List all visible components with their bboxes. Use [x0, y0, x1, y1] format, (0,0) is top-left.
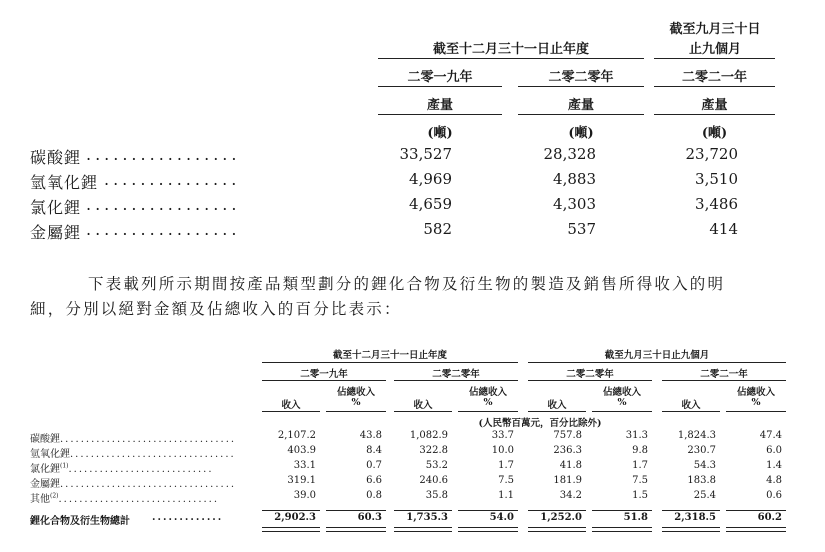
cell-value: 1,082.9	[409, 430, 448, 441]
cell-value: 4,659	[409, 195, 452, 213]
col-pct: 佔總收入	[468, 387, 507, 398]
cell-value: 41.8	[559, 460, 582, 471]
header-nine-months-line2: 止九個月	[688, 42, 741, 57]
cell-value: 2,318.5	[674, 512, 716, 523]
cell-value: 33,527	[399, 145, 452, 163]
leader-dots: ................................	[70, 449, 236, 460]
row-label-text: 金屬鋰	[30, 479, 60, 490]
sum-rule	[458, 510, 518, 511]
year-rule	[394, 380, 518, 381]
paragraph-line: 細，分別以絕對金額及佔總收入的百分比表示：	[30, 300, 402, 318]
total-double-rule	[262, 527, 320, 532]
header-nine-months-line1: 截至九月三十日	[669, 22, 761, 37]
cell-value: 9.8	[632, 445, 648, 456]
total-double-rule	[726, 527, 786, 532]
row-label-text: 碳酸鋰	[30, 434, 60, 445]
year-2020-9m: 二零二零年	[566, 369, 614, 380]
cell-value: 10.0	[491, 445, 514, 456]
cell-value: 4,883	[553, 170, 596, 188]
col-pct: 佔總收入	[736, 387, 775, 398]
cell-value: 0.8	[366, 490, 382, 501]
leader-dots: ..................................	[60, 479, 237, 490]
year-2021-9m: 二零二一年	[700, 369, 748, 380]
cell-value: 53.2	[425, 460, 448, 471]
col-rule	[726, 411, 786, 412]
col-rule	[458, 411, 518, 412]
cell-value: 757.8	[553, 430, 582, 441]
row-label: 碳酸鋰	[30, 148, 82, 167]
leader-dots: .................	[86, 195, 241, 214]
cell-value: 35.8	[425, 490, 448, 501]
cell-value: 7.5	[498, 475, 514, 486]
cell-value: 4,969	[409, 170, 452, 188]
row-label	[30, 475, 236, 490]
metric-label: 產量	[567, 98, 594, 113]
cell-value: 1.1	[498, 490, 514, 501]
cell-value: 322.8	[419, 445, 448, 456]
col-pct-sign: %	[617, 397, 627, 408]
metric-label: 產量	[701, 98, 728, 113]
cell-value: 230.7	[687, 445, 716, 456]
cell-value: 582	[423, 220, 452, 238]
cell-value: 1.7	[498, 460, 514, 471]
cell-value: 60.3	[357, 512, 382, 523]
unit-label: (噸)	[568, 126, 594, 141]
total-double-rule	[528, 527, 586, 532]
leader-dots: .................	[86, 220, 241, 239]
year-2020: 二零二零年	[548, 70, 614, 85]
year-2019: 二零一九年	[300, 369, 348, 380]
year-2020: 二零二零年	[432, 369, 480, 380]
sum-rule	[326, 510, 386, 511]
col-pct-sign: %	[751, 397, 761, 408]
unit-label: (噸)	[701, 126, 728, 141]
cell-value: 1.7	[632, 460, 648, 471]
sum-rule	[592, 510, 652, 511]
metric-rule	[378, 114, 502, 115]
col-revenue: 收入	[681, 400, 701, 411]
col-rule	[326, 411, 386, 412]
cell-value: 34.2	[559, 490, 582, 501]
header-rule	[654, 58, 775, 59]
cell-value: 0.7	[366, 460, 382, 471]
leader-dots: ............................	[68, 464, 214, 475]
year-rule	[518, 86, 644, 87]
metric-rule	[654, 114, 775, 115]
cell-value: 181.9	[553, 475, 582, 486]
unit-label: (噸)	[427, 126, 453, 141]
cell-value: 47.4	[759, 430, 782, 441]
cell-value: 6.0	[766, 445, 782, 456]
total-double-rule	[592, 527, 652, 532]
row-label-text: 氫氧化鋰	[30, 449, 70, 460]
cell-value: 2,107.2	[277, 430, 316, 441]
cell-value: 236.3	[553, 445, 582, 456]
year-rule	[262, 380, 386, 381]
metric-label: 產量	[426, 98, 453, 113]
cell-value: 1,252.0	[540, 512, 582, 523]
cell-value: 1.4	[766, 460, 782, 471]
header-year-end: 截至十二月三十一日止年度	[432, 42, 589, 57]
cell-value: 1,735.3	[406, 512, 448, 523]
cell-value: 403.9	[287, 445, 316, 456]
sum-rule	[726, 510, 786, 511]
cell-value: 240.6	[419, 475, 448, 486]
col-rule	[528, 411, 586, 412]
col-revenue: 收入	[281, 400, 301, 411]
col-rule	[662, 411, 720, 412]
cell-value: 414	[709, 220, 738, 238]
sum-rule	[528, 510, 586, 511]
total-double-rule	[458, 527, 518, 532]
row-label	[30, 460, 214, 475]
total-double-rule	[326, 527, 386, 532]
col-pct-sign: %	[351, 397, 361, 408]
sum-rule	[662, 510, 720, 511]
cell-value: 39.0	[293, 490, 316, 501]
header-nine-months: 截至九月三十日止九個月	[604, 350, 710, 361]
footnote-marker: (1)	[60, 462, 69, 470]
cell-value: 4.8	[766, 475, 782, 486]
cell-value: 23,720	[685, 145, 738, 163]
year-2021: 二零二一年	[681, 70, 747, 85]
cell-value: 4,303	[553, 195, 596, 213]
cell-value: 33.1	[293, 460, 316, 471]
cell-value: 54.0	[489, 512, 514, 523]
col-rule	[394, 411, 452, 412]
header-rule	[528, 362, 786, 363]
row-label: 金屬鋰	[30, 223, 82, 242]
row-label	[30, 430, 236, 445]
cell-value: 1.5	[632, 490, 648, 501]
leader-dots: ...............................	[58, 494, 220, 505]
row-label	[30, 445, 236, 460]
cell-value: 33.7	[491, 430, 514, 441]
sum-rule	[394, 510, 452, 511]
leader-dots: .............	[152, 512, 224, 523]
header-rule	[378, 58, 644, 59]
row-label-text: 其他	[30, 494, 50, 505]
year-rule	[654, 86, 775, 87]
cell-value: 54.3	[693, 460, 716, 471]
header-year-end: 截至十二月三十一日止年度	[332, 350, 447, 361]
row-label: 氯化鋰	[30, 198, 82, 217]
cell-value: 28,328	[543, 145, 596, 163]
total-double-rule	[662, 527, 720, 532]
cell-value: 51.8	[623, 512, 648, 523]
metric-rule	[518, 114, 644, 115]
cell-value: 319.1	[287, 475, 316, 486]
year-rule	[528, 380, 652, 381]
cell-value: 3,486	[695, 195, 738, 213]
leader-dots: ..................................	[60, 434, 237, 445]
cell-value: 2,902.3	[274, 512, 316, 523]
cell-value: 31.3	[625, 430, 648, 441]
sum-rule	[262, 510, 320, 511]
cell-value: 537	[567, 220, 596, 238]
col-pct: 佔總收入	[602, 387, 641, 398]
leader-dots: ...............	[104, 170, 241, 189]
total-double-rule	[394, 527, 452, 532]
leader-dots: .................	[86, 145, 241, 164]
col-pct-sign: %	[483, 397, 493, 408]
cell-value: 183.8	[687, 475, 716, 486]
year-rule	[378, 86, 502, 87]
cell-value: 3,510	[695, 170, 738, 188]
year-rule	[662, 380, 786, 381]
cell-value: 1,824.3	[677, 430, 716, 441]
cell-value: 43.8	[359, 430, 382, 441]
cell-value: 7.5	[632, 475, 648, 486]
unit-note: (人民幣百萬元，百分比除外)	[478, 418, 602, 429]
cell-value: 60.2	[757, 512, 782, 523]
cell-value: 8.4	[366, 445, 382, 456]
cell-value: 0.6	[766, 490, 782, 501]
cell-value: 6.6	[366, 475, 382, 486]
footnote-marker: (2)	[50, 492, 59, 500]
col-rule	[592, 411, 652, 412]
paragraph-line: 下表載列所示期間按產品類型劃分的鋰化合物及衍生物的製造及銷售所得收入的明	[88, 275, 726, 293]
row-label	[30, 490, 219, 505]
cell-value: 25.4	[693, 490, 716, 501]
col-rule	[262, 411, 320, 412]
total-label: 鋰化合物及衍生物總計	[30, 516, 130, 527]
header-rule	[262, 362, 518, 363]
col-revenue: 收入	[413, 400, 433, 411]
col-revenue: 收入	[547, 400, 567, 411]
row-label: 氫氧化鋰	[30, 173, 99, 192]
col-pct: 佔總收入	[336, 387, 375, 398]
year-2019: 二零一九年	[407, 70, 473, 85]
row-label-text: 氯化鋰	[30, 464, 60, 475]
